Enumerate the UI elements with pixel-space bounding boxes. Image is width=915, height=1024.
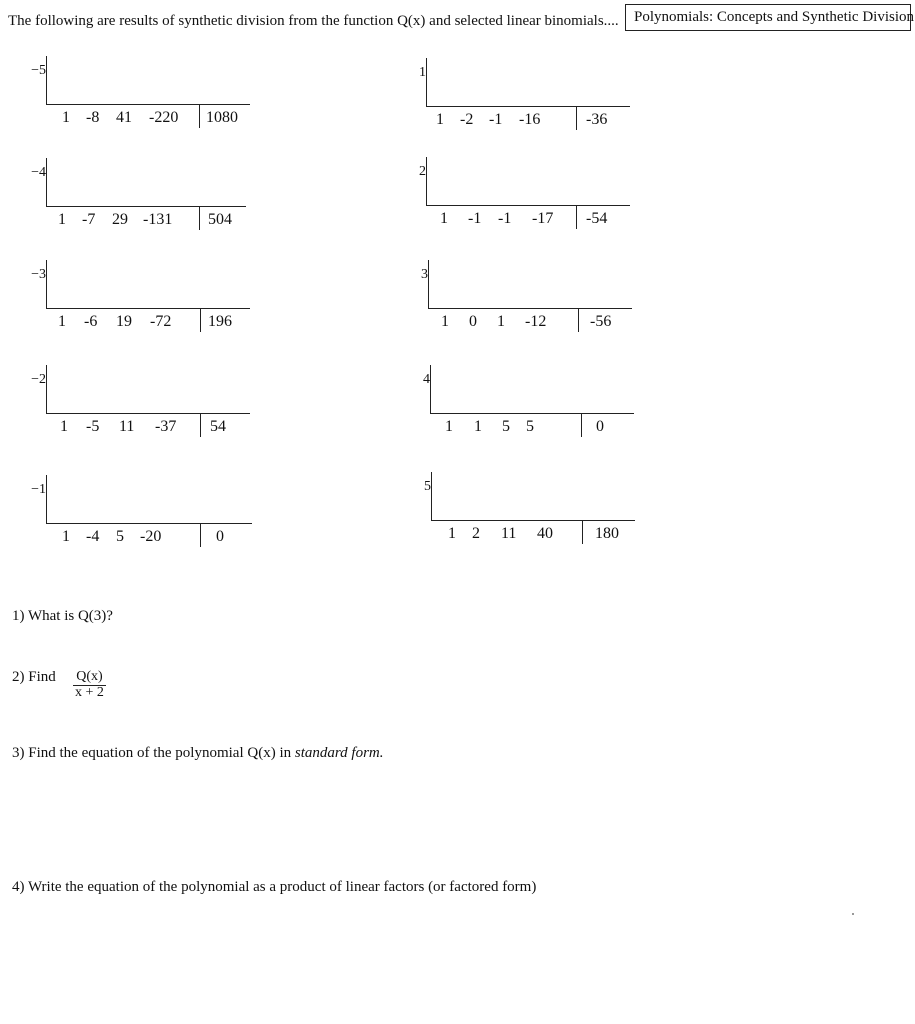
question-1: 1) What is Q(3)?: [12, 608, 113, 624]
worksheet-title: Polynomials: Concepts and Synthetic Division: [625, 4, 911, 31]
divisor: −5: [31, 63, 46, 78]
synthetic-division-right-4: 4 1 1 5 5 0: [430, 365, 690, 445]
remainder: 180: [595, 525, 619, 542]
fraction-numerator: Q(x): [76, 669, 103, 684]
synthetic-division-left-5: −1 1 -4 5 -20 0: [46, 475, 306, 555]
divisor: −3: [31, 267, 46, 282]
intro-text: The following are results of synthetic division from the function Q(x) and selected linear binomials....: [8, 13, 619, 29]
remainder: -36: [586, 111, 608, 128]
divisor: 3: [421, 267, 428, 282]
remainder: 54: [210, 418, 226, 435]
synthetic-division-left-4: −2 1 -5 11 -37 54: [46, 365, 306, 445]
divisor: −1: [31, 482, 46, 497]
synthetic-division-right-1: 1 1 -2 -1 -16 -36: [426, 58, 686, 138]
remainder: 196: [208, 313, 232, 330]
question-2-fraction: [73, 669, 106, 699]
synthetic-division-left-1: −5 1 -8 41 -220 1080: [46, 56, 306, 136]
divisor: −2: [31, 372, 46, 387]
remainder: -54: [586, 210, 608, 227]
divisor: 5: [424, 479, 431, 494]
divisor: 1: [419, 65, 426, 80]
synthetic-division-right-2: 2 1 -1 -1 -17 -54: [426, 157, 686, 237]
remainder: 1080: [206, 109, 238, 126]
divisor: 4: [423, 372, 430, 387]
divisor: −4: [31, 165, 46, 180]
synthetic-division-left-3: −3 1 -6 19 -72 196: [46, 260, 306, 340]
synthetic-division-right-5: 5 1 2 11 40 180: [431, 472, 691, 552]
question-4: 4) Write the equation of the polynomial as a product of linear factors (or factored form): [12, 879, 537, 895]
remainder: -56: [590, 313, 612, 330]
stray-dot: [852, 913, 854, 915]
question-2-prefix: 2) Find: [12, 669, 56, 685]
synthetic-division-left-2: −4 1 -7 29 -131 504: [46, 158, 306, 238]
question-3: 3) Find the equation of the polynomial Q(x) in standard form.: [12, 745, 384, 761]
remainder: 0: [216, 528, 224, 545]
remainder: 504: [208, 211, 232, 228]
divisor: 2: [419, 164, 426, 179]
standard-form-text: standard form.: [294, 745, 384, 761]
remainder: 0: [596, 418, 604, 435]
synthetic-division-right-3: 3 1 0 1 -12 -56: [428, 260, 688, 340]
fraction-denominator: x + 2: [75, 685, 104, 700]
